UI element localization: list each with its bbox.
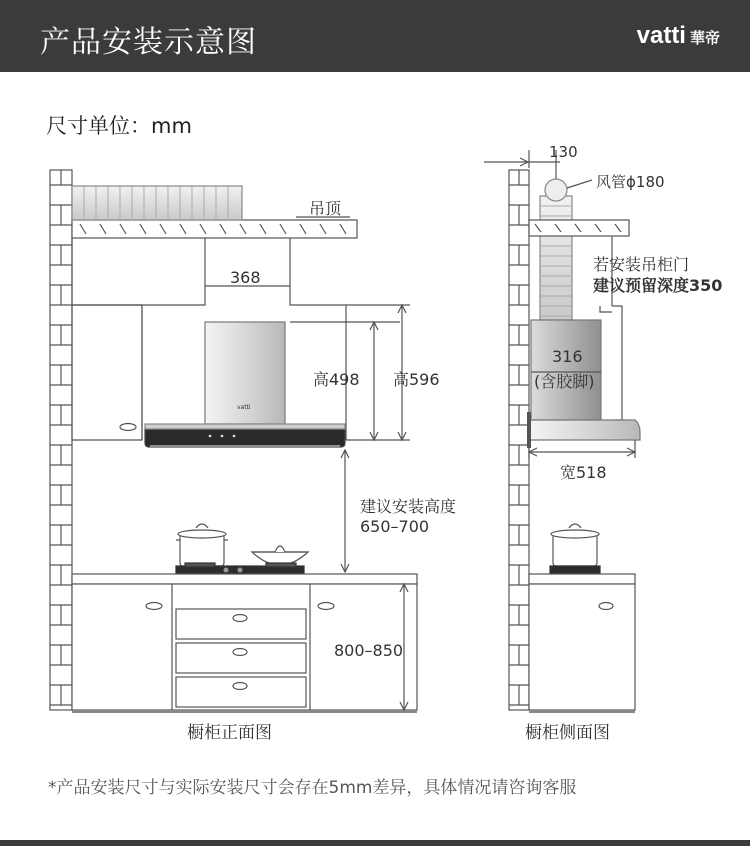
side-brick-wall — [509, 170, 529, 710]
front-brick-wall — [50, 170, 72, 710]
depth-316-note: (含胶脚) — [534, 372, 595, 391]
install-height-label-2: 650–700 — [360, 517, 430, 536]
height-498-label: 高498 — [313, 370, 360, 389]
front-wok — [252, 546, 308, 565]
logo-text-en: vatti — [636, 22, 686, 49]
counter-height-label: 800–850 — [334, 641, 404, 660]
side-duct — [540, 179, 592, 320]
cooktop — [176, 563, 304, 574]
hood-brand-label: vatti — [237, 404, 251, 411]
side-caption: 橱柜侧面图 — [525, 723, 610, 743]
depth-316-label: 316 — [552, 347, 583, 366]
width-518-label: 宽518 — [560, 463, 607, 482]
height-596-label: 高596 — [393, 370, 440, 389]
front-duct — [72, 186, 242, 220]
footnote: *产品安装尺寸与实际安装尺寸会存在5mm差异，具体情况请咨询客服 — [48, 778, 577, 798]
front-caption: 橱柜正面图 — [187, 723, 272, 743]
width-368-label: 368 — [230, 268, 261, 287]
unit-label: 尺寸单位：mm — [46, 114, 192, 138]
bottom-bar — [0, 840, 750, 846]
front-view — [50, 170, 417, 713]
ceiling-label: 吊顶 — [309, 199, 342, 218]
front-pot — [176, 524, 228, 566]
cabinet-note-2: 建议预留深度350 — [593, 276, 723, 295]
duct-label: 风管ϕ180 — [596, 173, 665, 191]
ceiling-slab — [72, 220, 357, 238]
side-lower-cabinet — [529, 574, 635, 713]
dim-130-label: 130 — [549, 143, 578, 161]
logo-text-cn: 華帝 — [689, 29, 720, 47]
side-pot — [550, 524, 600, 574]
cabinet-note-1: 若安装吊柜门 — [593, 255, 690, 274]
install-height-label-1: 建议安装高度 — [360, 497, 457, 516]
install-height-arrow — [341, 450, 349, 572]
side-view — [484, 150, 640, 713]
page-title: 产品安装示意图 — [40, 25, 257, 60]
side-ceiling — [529, 220, 629, 236]
